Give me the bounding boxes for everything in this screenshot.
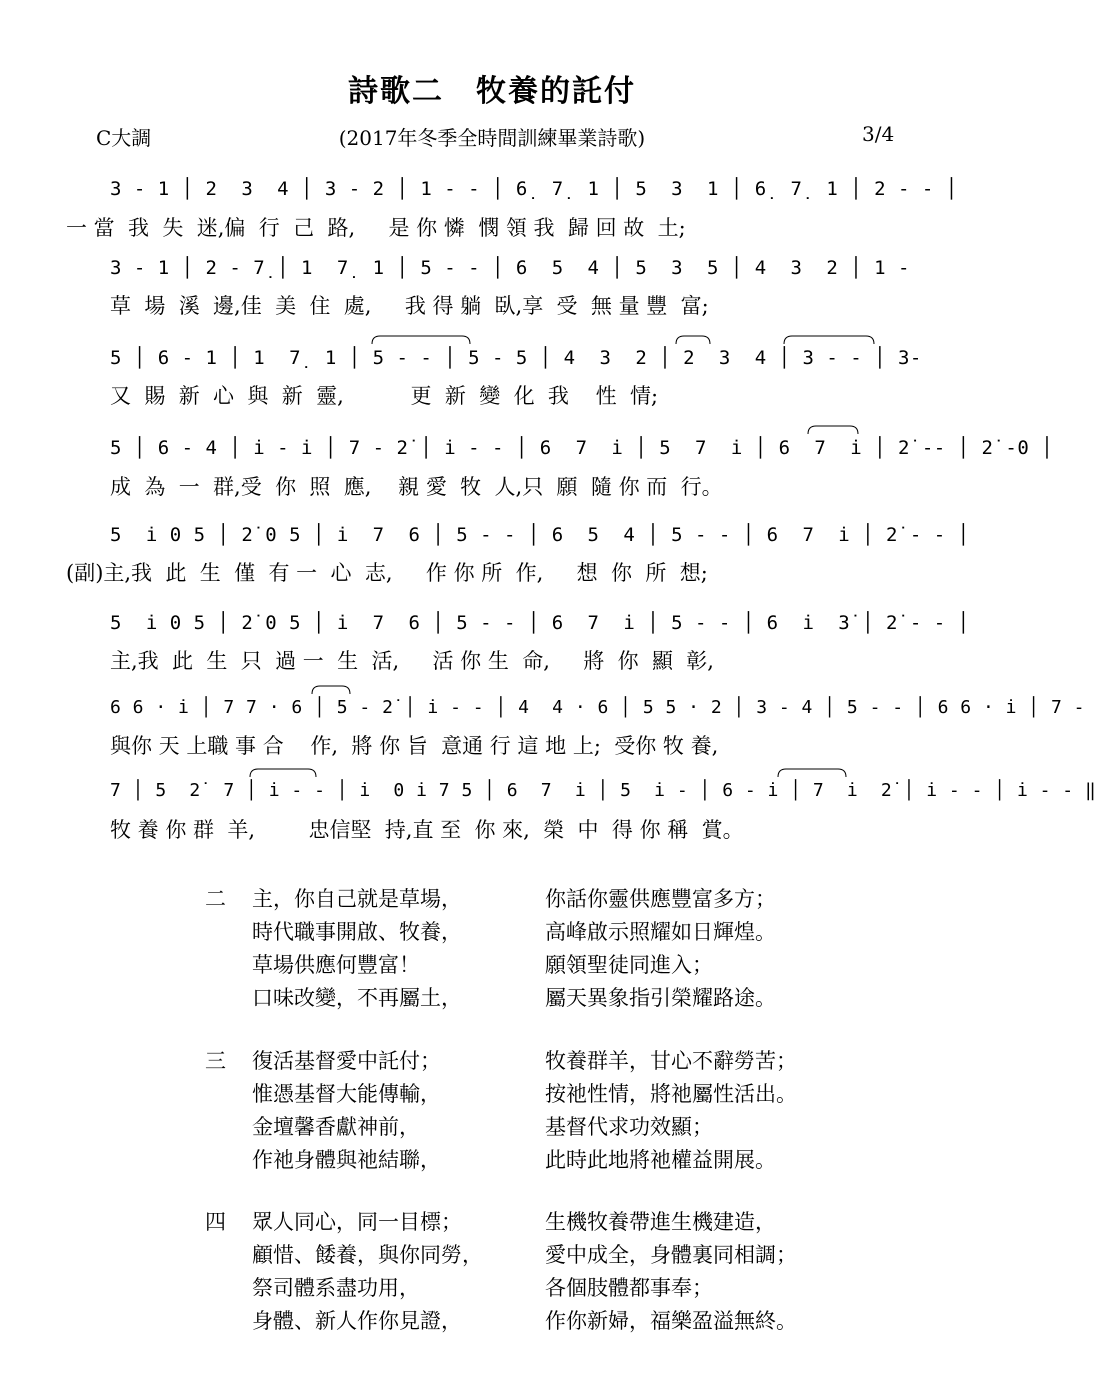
- song-subtitle: (2017年冬季全時間訓練畢業詩歌): [338, 126, 646, 150]
- score-line-1-lyrics: 一 當 我 失 迷,偏 行 己 路, 是 你 憐 憫 領 我 歸 回 故 土;: [66, 216, 686, 240]
- verse-line: 身體、新人作你見證，: [252, 1309, 462, 1333]
- score-line-2-lyrics: 草 場 溪 邊,佳 美 住 處, 我 得 躺 臥,享 受 無 量 豐 富;: [110, 294, 709, 318]
- time-signature: 3/4: [862, 122, 895, 146]
- verse-line: 口味改變，不再屬土，: [252, 986, 462, 1010]
- verse-line: 主，你自己就是草場，: [252, 887, 462, 911]
- score-line-5-notes: 5 i̇ 0 5 │ 2̇ 0 5 │ i̇ 7 6 │ 5 - - │ 6 5 4 │ 5 - - │ 6 7 i̇ │ 2̇ - - │: [110, 524, 970, 546]
- verse-line: 高峰啟示照耀如日輝煌。: [545, 920, 776, 944]
- score-line-5-lyrics: (副)主,我 此 生 僅 有 一 心 志, 作 你 所 作, 想 你 所 想;: [66, 561, 708, 585]
- score-line-8-lyrics: 牧 養 你 群 羊, 忠信堅 持,直 至 你 來, 榮 中 得 你 稱 賞。: [110, 818, 744, 842]
- verse-line: 此時此地將祂權益開展。: [545, 1148, 776, 1172]
- score-line-3-notes: 5 │ 6 - 1 │ 1 7̣ 1 │ 5 - - │ 5 - 5 │ 4 3 2 │ 2 3 4 │ 3 - - │ 3-: [110, 347, 922, 369]
- score-line-4-notes: 5 │ 6 - 4 │ i̇ - i̇ │ 7 - 2̇ │ i̇ - - │ 6 7 i̇ │ 5 7 i̇ │ 6 7 i̇ │ 2̇ -- │ 2̇ -0 │: [110, 437, 1054, 459]
- verse-line: 金壇馨香獻神前，: [252, 1115, 420, 1139]
- score-line-8-notes: 7 │ 5 2̇ 7 │ i̇ - - │ i̇ 0 i̇ 7 5 │ 6 7 i̇ │ 5 i̇ - │ 6 - i̇ │ 7 i̇ 2̇ │ i̇ - - │ i̇ - - ‖: [110, 780, 1096, 801]
- verse-line: 顧惜、餧養，與你同勞，: [252, 1243, 483, 1267]
- slur: [808, 426, 858, 434]
- verse-line: 你話你靈供應豐富多方；: [545, 887, 776, 911]
- verse-line: 眾人同心，同一目標；: [252, 1210, 462, 1234]
- verse-line: 牧養群羊，甘心不辭勞苦；: [545, 1049, 797, 1073]
- slur: [778, 769, 846, 777]
- score-line-7-notes: 6 6 · i̇ │ 7 7 · 6 │ 5 - 2̇ │ i̇ - - │ 4 4 · 6 │ 5 5 · 2 │ 3 - 4 │ 5 - - │ 6 6 · i̇ │ 7 -: [110, 697, 1085, 718]
- slur: [312, 686, 350, 694]
- slur: [250, 769, 316, 777]
- slur: [784, 336, 874, 344]
- verse-line: 基督代求功效顯；: [545, 1115, 713, 1139]
- score-line-6-lyrics: 主,我 此 生 只 過 一 生 活, 活 你 生 命, 將 你 顯 彰,: [110, 649, 714, 673]
- verse-line: 復活基督愛中託付；: [252, 1049, 441, 1073]
- verse-line: 時代職事開啟、牧養，: [252, 920, 462, 944]
- verse-line: 愛中成全，身體裏同相調；: [545, 1243, 797, 1267]
- score-line-7-lyrics: 與你 天 上職 事 合 作, 將 你 旨 意通 行 這 地 上; 受你 牧 養,: [110, 734, 719, 758]
- score-line-1-notes: 3 - 1 │ 2 3 4 │ 3 - 2 │ 1 - - │ 6̣ 7̣ 1 │ 5 3 1 │ 6̣ 7̣ 1 │ 2 - - │: [110, 178, 958, 200]
- score-line-2-notes: 3 - 1 │ 2 - 7̣ │ 1 7̣ 1 │ 5 - - │ 6 5 4 │ 5 3 5 │ 4 3 2 │ 1 -: [110, 257, 910, 279]
- slur: [676, 336, 710, 344]
- verse-number: 二: [205, 887, 226, 911]
- verse-line: 按祂性情，將祂屬性活出。: [545, 1082, 797, 1106]
- verse-line: 惟憑基督大能傳輸，: [252, 1082, 441, 1106]
- key-signature: C大調: [96, 126, 152, 150]
- verse-line: 屬天異象指引榮耀路途。: [545, 986, 776, 1010]
- verse-line: 祭司體系盡功用，: [252, 1276, 420, 1300]
- verse-line: 草場供應何豐富！: [252, 953, 420, 977]
- score-line-3-lyrics: 又 賜 新 心 與 新 靈, 更 新 變 化 我 性 情;: [110, 384, 659, 408]
- verse-line: 作你新婦，福樂盈溢無終。: [545, 1309, 797, 1333]
- score-line-6-notes: 5 i̇ 0 5 │ 2̇ 0 5 │ i̇ 7 6 │ 5 - - │ 6 7 i̇ │ 5 - - │ 6 i̇ 3̇ │ 2̇ - - │: [110, 612, 970, 634]
- verse-line: 各個肢體都事奉；: [545, 1276, 713, 1300]
- verse-line: 作祂身體與祂結聯，: [252, 1148, 441, 1172]
- verse-number: 四: [205, 1210, 226, 1234]
- slur: [372, 336, 470, 344]
- score-line-4-lyrics: 成 為 一 群,受 你 照 應, 親 愛 牧 人,只 願 隨 你 而 行。: [110, 475, 723, 499]
- verse-line: 生機牧養帶進生機建造，: [545, 1210, 776, 1234]
- verse-number: 三: [205, 1049, 226, 1073]
- song-title: 詩歌二 牧養的託付: [348, 74, 636, 109]
- verse-line: 願領聖徒同進入；: [545, 953, 713, 977]
